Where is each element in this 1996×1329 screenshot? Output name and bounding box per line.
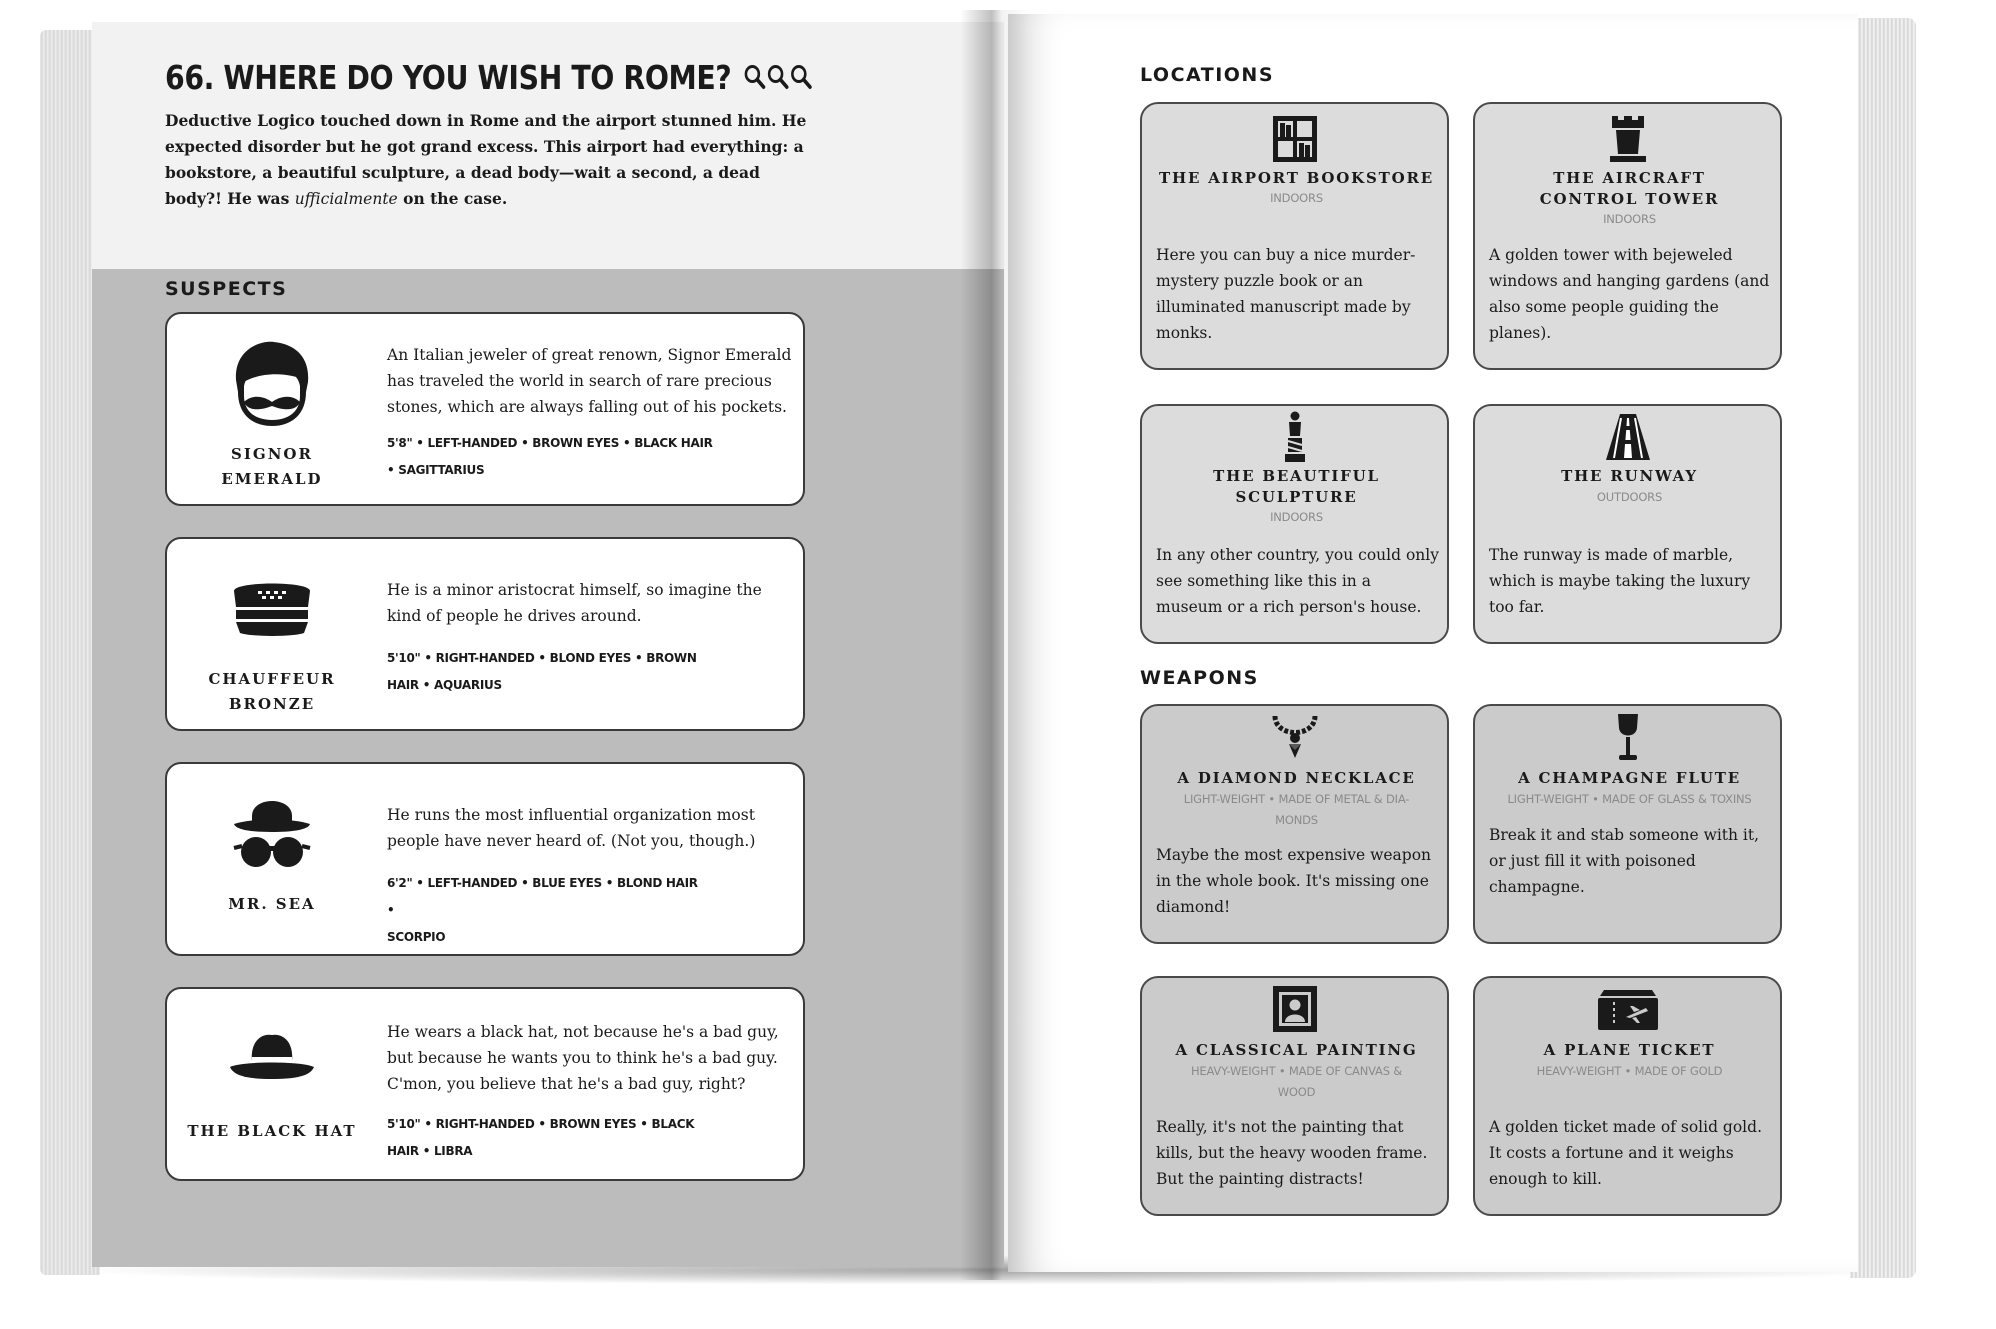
location-card-runway: [1473, 404, 1782, 644]
runway-icon: [1475, 412, 1780, 462]
suspect-description: He runs the most influential organization most people have never heard of. (Not you, though.): [387, 806, 756, 850]
location-name-line: THE AIRPORT BOOKSTORE: [1159, 169, 1434, 187]
weapon-name: A CHAMPAGNE FLUTE: [1518, 769, 1741, 787]
locations-heading: LOCATIONS: [1140, 64, 1275, 86]
suspect-stats-line: HAIR • LIBRA: [387, 1144, 473, 1158]
suspect-stats-line: • SAGITTARIUS: [387, 463, 485, 477]
location-name-line: SCULPTURE: [1235, 488, 1358, 506]
suspect-name-line: SIGNOR: [231, 445, 313, 463]
suspect-stats: [387, 870, 707, 951]
intro-text: Deductive Logico touched down in Rome and the airport stunned him. He expected disorder but he got grand excess. This airport had everything: a bookstore, a beautiful sculpture, a dead body—wait a second, a dead body?! He was: [165, 111, 807, 208]
location-description: The runway is made of marble, which is maybe taking the luxury too far.: [1489, 546, 1751, 616]
weapon-card-plane-ticket: [1473, 976, 1782, 1216]
suspect-stats-line: HAIR • AQUARIUS: [387, 678, 502, 692]
necklace-icon: [1142, 712, 1447, 764]
weapon-description: Break it and stab someone with it, or just fill it with poisoned champagne.: [1489, 826, 1760, 896]
location-name: [1485, 466, 1774, 487]
suspect-name-line: THE BLACK HAT: [187, 1122, 357, 1140]
location-name: [1152, 466, 1441, 508]
weapon-attributes-line: MONDS: [1275, 813, 1318, 827]
weapon-card-diamond-necklace: [1140, 704, 1449, 944]
location-name-line: CONTROL TOWER: [1539, 190, 1720, 208]
location-card-beautiful-sculpture: [1140, 404, 1449, 644]
weapon-attributes: [1495, 789, 1764, 810]
location-description: Here you can buy a nice murder-mystery puzzle book or an illuminated manuscript made by monks.: [1156, 246, 1416, 342]
weapon-attributes-line: HEAVY-WEIGHT • MADE OF CANVAS &: [1190, 1064, 1403, 1078]
puzzle-title-text: 66. WHERE DO YOU WISH TO ROME?: [165, 57, 732, 97]
suspect-card-mr-sea: [165, 762, 805, 956]
plane-ticket-icon: [1475, 986, 1780, 1032]
suspect-name-line: EMERALD: [221, 470, 323, 488]
intro-paragraph: [165, 108, 815, 212]
weapon-name: A CLASSICAL PAINTING: [1175, 1041, 1418, 1059]
suspect-description: An Italian jeweler of great renown, Signor Emerald has traveled the world in search of rare precious stones, which are always falling out of his pockets.: [387, 346, 792, 416]
suspect-name: [177, 1119, 367, 1144]
suspect-name: [177, 442, 367, 492]
weapon-description: Maybe the most expensive weapon in the whole book. It's missing one diamond!: [1156, 846, 1432, 916]
suspect-name-line: MR. SEA: [228, 895, 316, 913]
location-name-line: THE AIRCRAFT: [1553, 169, 1706, 187]
suspect-stats-line: SCORPIO: [387, 930, 446, 944]
location-description: A golden tower with bejeweled windows and hanging gardens (and also some people guiding the planes).: [1489, 246, 1770, 342]
difficulty-rating: [743, 62, 812, 92]
weapon-attributes: [1162, 1061, 1431, 1103]
suspect-stats: [387, 645, 717, 699]
black-hat-icon: [222, 1027, 322, 1087]
champagne-glass-icon: [1475, 712, 1780, 764]
location-type: INDOORS: [1603, 212, 1656, 226]
location-name-line: THE RUNWAY: [1561, 467, 1698, 485]
weapon-attributes-line: LIGHT-WEIGHT • MADE OF GLASS & TOXINS: [1507, 792, 1752, 806]
weapon-attributes-line: LIGHT-WEIGHT • MADE OF METAL & DIA-: [1183, 792, 1410, 806]
suspect-stats-line: 6'2" • LEFT-HANDED • BLUE EYES • BLOND HAIR •: [387, 876, 698, 917]
location-card-airport-bookstore: [1140, 102, 1449, 370]
weapon-attributes: [1495, 1061, 1764, 1082]
location-name-line: THE BEAUTIFUL: [1213, 467, 1380, 485]
suspect-name: [177, 892, 367, 917]
magnifier-icon: [743, 62, 765, 92]
location-type: INDOORS: [1270, 510, 1323, 524]
suspect-stats-line: 5'10" • RIGHT-HANDED • BLOND EYES • BROWN: [387, 651, 697, 665]
weapon-description: Really, it's not the painting that kills, but the heavy wooden frame. But the painting distracts!: [1156, 1118, 1428, 1188]
suspect-description: He wears a black hat, not because he's a bad guy, but because he wants you to think he's a bad guy. C'mon, you believe that he's a bad guy, right?: [387, 1023, 779, 1093]
weapon-attributes-line: HEAVY-WEIGHT • MADE OF GOLD: [1536, 1064, 1723, 1078]
weapon-name: A PLANE TICKET: [1543, 1041, 1716, 1059]
bookshelf-icon: [1142, 114, 1447, 164]
page-edges-right: [1850, 18, 1916, 1278]
magnifier-icon: [767, 62, 789, 92]
suspect-name-line: BRONZE: [228, 695, 316, 713]
location-name: [1485, 168, 1774, 210]
mustache-man-icon: [222, 340, 322, 430]
weapon-card-classical-painting: [1140, 976, 1449, 1216]
location-name: [1152, 168, 1441, 189]
weapon-attributes: [1162, 789, 1431, 831]
weapon-card-champagne-flute: [1473, 704, 1782, 944]
statue-icon: [1142, 410, 1447, 464]
weapon-attributes-line: WOOD: [1277, 1085, 1316, 1099]
location-description: In any other country, you could only see something like this in a museum or a rich person's house.: [1156, 546, 1439, 616]
suspect-stats-line: 5'10" • RIGHT-HANDED • BROWN EYES • BLACK: [387, 1117, 695, 1131]
tower-icon: [1475, 110, 1780, 164]
weapons-heading: WEAPONS: [1140, 667, 1259, 689]
suspect-name-line: CHAUFFEUR: [208, 670, 336, 688]
chauffeur-cap-icon: [222, 577, 322, 637]
suspect-card-the-black-hat: [165, 987, 805, 1181]
location-card-aircraft-control-tower: [1473, 102, 1782, 370]
suspect-stats-line: 5'8" • LEFT-HANDED • BROWN EYES • BLACK HAIR: [387, 436, 713, 450]
weapon-name: A DIAMOND NECKLACE: [1177, 769, 1416, 787]
location-type: OUTDOORS: [1596, 490, 1663, 504]
location-type: INDOORS: [1270, 191, 1323, 205]
hat-sunglasses-icon: [222, 788, 322, 878]
suspects-heading: SUSPECTS: [165, 278, 288, 300]
magnifier-icon: [790, 62, 812, 92]
intro-text-end: on the case.: [397, 189, 508, 208]
page-edges-left: [40, 30, 100, 1275]
puzzle-title: [165, 52, 812, 102]
framed-portrait-icon: [1142, 984, 1447, 1034]
suspect-description: He is a minor aristocrat himself, so imagine the kind of people he drives around.: [387, 581, 762, 625]
book-gutter: [960, 10, 1030, 1280]
suspect-card-signor-emerald: [165, 312, 805, 506]
suspect-stats: [387, 1111, 717, 1165]
suspect-card-chauffeur-bronze: [165, 537, 805, 731]
suspect-stats: [387, 430, 787, 484]
suspect-name: [177, 667, 367, 717]
intro-italic-word: ufficialmente: [294, 190, 398, 208]
weapon-description: A golden ticket made of solid gold. It costs a fortune and it weighs enough to kill.: [1489, 1118, 1762, 1188]
